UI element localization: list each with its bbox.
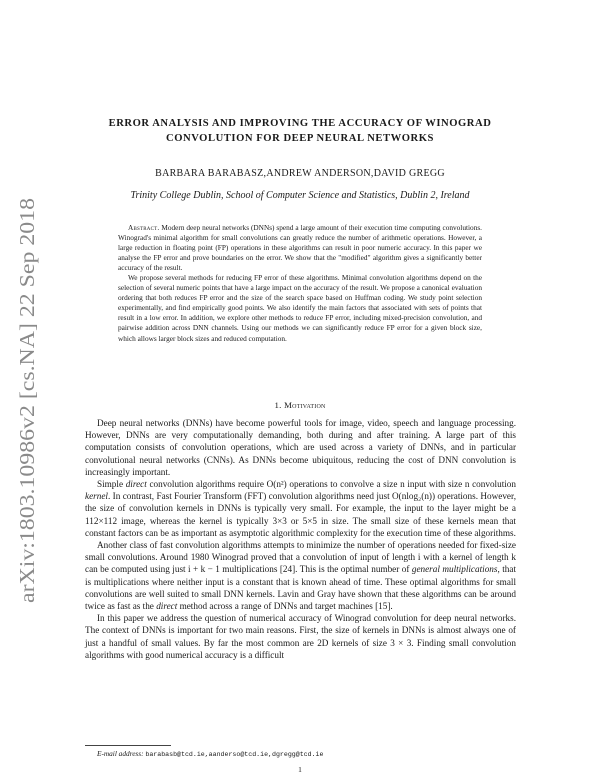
section-title: Motivation xyxy=(284,400,326,410)
text-run: convolution algorithms require O(n²) operations to convolve a size n input with size n convolution xyxy=(146,479,516,490)
arxiv-identifier-text: arXiv:1803.10986v2 [cs.NA] 22 Sep 2018 xyxy=(15,246,39,603)
text-run: Simple xyxy=(97,479,126,490)
body-paragraph-1: Deep neural networks (DNNs) have become powerful tools for image, video, speech and language processing. However, DNNs are very computationally demanding, both during and after training. A large part of this computation consists of convolution operations, which are used across a variety of DNNs, and in particular convolutional neural networks (CNNs). As DNNs become ubiquitous, reducing the cost of DNN convolution is increasingly important. xyxy=(85,418,516,477)
footnote-emails: barabasb@tcd.ie,aanderso@tcd.ie,dgregg@tcd.ie xyxy=(145,751,324,758)
body-paragraph-4: In this paper we address the question of numerical accuracy of Winograd convolution for deep neural networks. The context of DNNs is important for two main reasons. First, the size of kernels in DNNs is almost always one of just a handful of small values. By far the most common are 2D kernels of size 3 × 3. Finding small convolution algorithms with good numerical accuracy is a difficult xyxy=(85,613,516,660)
section-number: 1. xyxy=(274,400,282,410)
emphasis: direct xyxy=(156,601,178,612)
paper-authors: BARBARA BARABASZ,ANDREW ANDERSON,DAVID GREGG xyxy=(155,168,445,179)
footnote-label: E-mail address: xyxy=(97,749,144,758)
abstract-paragraph-2: We propose several methods for reducing FP error of these algorithms. Minimal convolution algorithms depend on the selection of several numeric points that have a large impact on the accuracy of the result. We propose a canonical evaluation ordering that both reduces FP error and the size of the search space based on Huffman coding. We study point selection experimentally, and find empirically good points. We also identify the main factors that associated with sets of points that result in a low error. In addition, we explore other methods to reduce FP error, including mixed-precision convolution, and pairwise addition across DNN channels. Using our methods we can significantly reduce FP error for a given block size, which allows larger block sizes and reduced computation. xyxy=(118,273,482,343)
arxiv-identifier xyxy=(10,195,44,605)
abstract-label: Abstract. xyxy=(128,223,160,232)
text-run: , that is multiplications where neither input is a constant that is known ahead of time. These optimal algorithms for small convolutions are well suited to small DNN kernels. Lavin and Gray have shown that these algorithms can be around twice as fast as the xyxy=(85,564,516,612)
emphasis: kernel xyxy=(85,491,108,502)
abstract-text-1: Modern deep neural networks (DNNs) spend a large amount of their execution time computing convolutions. Winograd's minimal algorithm for small convolutions can greatly reduce the number of arithmetic operations. However, a large reduction in floating point (FP) operations in these algorithms can result in poor numeric accuracy. In this paper we analyse the FP error and prove boundaries on the error. We show that the "modified" algorithm gives a significantly better accuracy of the result. xyxy=(118,223,483,273)
body-paragraph-2 xyxy=(85,478,516,539)
text-run: . In contrast, Fast Fourier Transform (FFT) convolution algorithms need just O(nlog₂(n)) operations. However, the size of convolution kernels in DNNs is typically very small. For example, the input to the layer might be a 112×112 image, whereas the kernel is typically 3×3 or 5×5 in size. The small size of these kernels mean that constant factors can be as important as asymptotic algorithmic complexity for the execution time of these algorithms. xyxy=(85,491,516,538)
emphasis: direct xyxy=(125,479,147,490)
page-number: 1 xyxy=(298,765,302,774)
text-run: method across a range of DNNs and target machines [15]. xyxy=(177,601,393,612)
footnote-rule xyxy=(85,745,171,746)
paper-title: ERROR ANALYSIS AND IMPROVING THE ACCURACY OF WINOGRAD CONVOLUTION FOR DEEP NEURAL NETWORKS xyxy=(108,118,492,144)
emphasis: general multiplications xyxy=(411,564,498,575)
footnote xyxy=(97,749,323,758)
body-text xyxy=(85,417,516,661)
section-heading xyxy=(95,400,505,410)
body-paragraph-3 xyxy=(85,539,516,612)
paper-affiliation: Trinity College Dublin, School of Computer Science and Statistics, Dublin 2, Ireland xyxy=(130,190,470,201)
abstract-paragraph-1 xyxy=(118,223,482,273)
text-run: Another class of fast convolution algorithms attempts to minimize the number of operations needed for fixed-size small convolutions. Around 1980 Winograd proved that a convolution of input of length i with a kernel of length k can be computed using just i + k − 1 multiplications [24]. This is the optimal number of xyxy=(85,540,516,575)
abstract xyxy=(118,223,482,344)
